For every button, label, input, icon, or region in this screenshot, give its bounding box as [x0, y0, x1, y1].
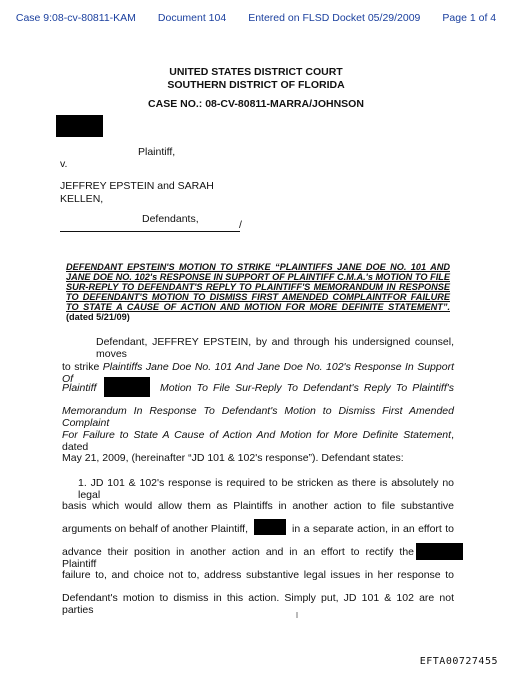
body-line-3-lead: Plaintiff	[62, 382, 97, 394]
court-line-2: SOUTHERN DISTRICT OF FLORIDA	[167, 79, 345, 91]
header-document: Document 104	[157, 12, 227, 24]
plaintiff-label: Plaintiff,	[138, 146, 176, 158]
body-line-2-title: Plaintiffs Jane Doe No. 101 And Jane Doe No. 102's Response In Support Of	[62, 361, 454, 385]
defendants-line-2: KELLEN,	[60, 193, 104, 205]
header-case-ref: Case 9:08-cv-80811-KAM	[15, 12, 136, 24]
header-page: Page 1 of 4	[442, 12, 497, 24]
redaction-cma-name-3	[416, 543, 463, 560]
para1-line-2: basis which would allow them as Plaintiffs in another action to file substantive	[62, 500, 454, 512]
body-line-3-title: Motion To File Sur-Reply To Defendant's Reply To Plaintiff's	[160, 382, 454, 394]
para1-line-3-tail: in a separate action, in an effort to	[292, 523, 454, 535]
redaction-plaintiff-name	[56, 115, 103, 137]
caption-slash: /	[239, 219, 242, 231]
scan-mark	[296, 612, 298, 618]
motion-title	[66, 262, 450, 322]
docket-header	[0, 12, 512, 24]
defendants-names	[60, 180, 214, 206]
body-line-4: Memorandum In Response To Defendant's Motion to Dismiss First Amended Complaint	[62, 405, 454, 429]
body-line-1: Defendant, JEFFREY EPSTEIN, by and through his undersigned counsel, moves	[96, 336, 454, 360]
caption-line	[60, 231, 240, 232]
court-line-1: UNITED STATES DISTRICT COURT	[169, 66, 343, 78]
para1-line-6: Defendant's motion to dismiss in this action. Simply put, JD 101 & 102 are not parties	[62, 592, 454, 616]
bates-number: EFTA00727455	[419, 656, 498, 667]
redaction-cma-name-2	[254, 519, 286, 535]
para1-line-3-lead: arguments on behalf of another Plaintiff,	[62, 523, 249, 535]
para1-line-1: 1. JD 101 & 102's response is required to be stricken as there is absolutely no legal	[78, 477, 454, 501]
versus-label: v.	[60, 158, 68, 170]
defendants-label: Defendants,	[142, 213, 199, 225]
para1-line-4: advance their position in another action and in an effort to rectify the Plaintiff	[62, 546, 414, 570]
header-entered: Entered on FLSD Docket 05/29/2009	[248, 12, 421, 24]
court-name	[0, 66, 512, 92]
case-number: CASE NO.: 08-CV-80811-MARRA/JOHNSON	[148, 98, 364, 110]
redaction-cma-name-1	[104, 377, 150, 397]
motion-title-dated: (dated 5/21/09)	[66, 312, 130, 322]
para1-line-5: failure to, and choice not to, address substantive legal issues in her response to	[62, 569, 454, 581]
body-line-6: May 21, 2009, (hereinafter “JD 101 & 102's response”). Defendant states:	[62, 452, 404, 464]
body-line-5-tail: , dated	[62, 429, 454, 453]
body-line-5	[62, 429, 454, 453]
motion-title-text: DEFENDANT EPSTEIN'S MOTION TO STRIKE “PLAINTIFFS JANE DOE NO. 101 AND JANE DOE NO. 102's RESPONSE IN SUPPORT OF PLAINTIFF C.M.A.'s MOTION TO FILE SUR-REPLY TO DEFENDANT'S REPLY TO PLAINTIFF'S MEMORANDUM IN RESPONSE TO DEFENDANT'S MOTION TO DISMISS FIRST AMENDED COMPLAINTFOR FAILURE TO STATE A CAUSE OF ACTION AND MOTION FOR MORE DEFINITE STATEMENT”.	[66, 262, 450, 312]
body-line-5-title: For Failure to State A Cause of Action And Motion for More Definite Statement	[62, 429, 452, 441]
defendants-line-1: JEFFREY EPSTEIN and SARAH	[60, 180, 214, 192]
body-line-2-lead: to strike	[62, 361, 103, 373]
